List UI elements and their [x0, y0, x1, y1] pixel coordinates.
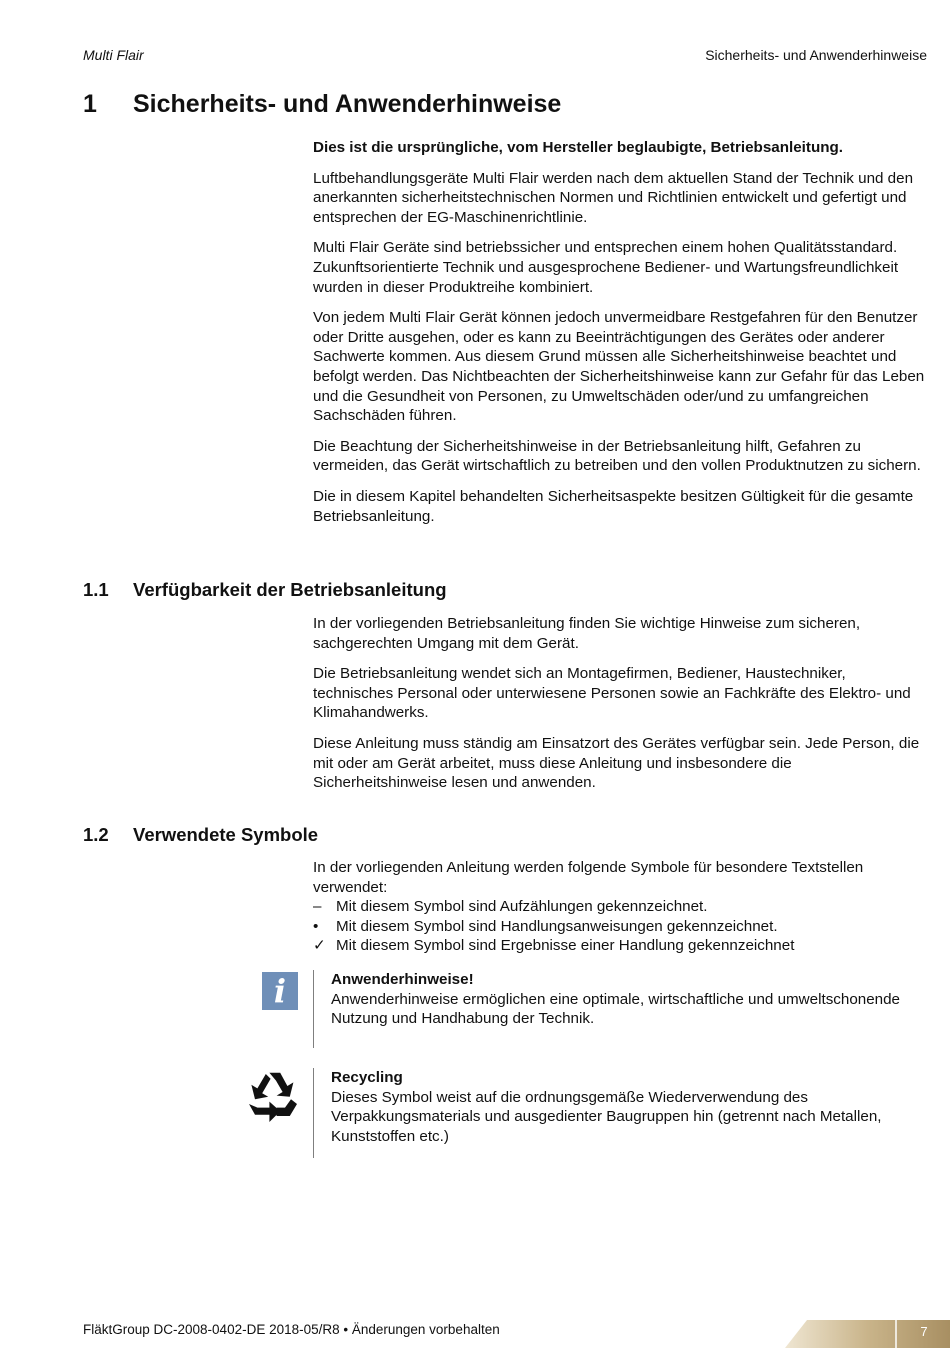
- section-1-1-heading: [83, 579, 447, 601]
- section-number: 1.1: [83, 579, 109, 600]
- list-item: [313, 897, 928, 917]
- paragraph: Die Betriebsanleitung wendet sich an Montagefirmen, Bediener, Haustechniker, technisches Personal oder unterwiesene Personen sowie an Fachkräfte des Elektro- und Klimahandwerks.: [313, 665, 911, 722]
- check-marker: ✓: [313, 937, 326, 955]
- section-1-2-heading: [83, 824, 318, 846]
- note-text: Dieses Symbol weist auf die ordnungsgemäße Wiederverwendung des Verpakkungsmaterials und ausgedienter Baugruppen hin (getrennt nach Metallen, Kunststoffen etc.): [331, 1088, 882, 1145]
- paragraph: In der vorliegenden Betriebsanleitung finden Sie wichtige Hinweise zum sicheren, sachgerechten Umgang mit dem Gerät.: [313, 615, 861, 652]
- section-title: Verfügbarkeit der Betriebsanleitung: [133, 579, 447, 600]
- info-icon: i: [262, 972, 298, 1010]
- note-title: Anwenderhinweise!: [331, 971, 474, 988]
- section-1-heading: [83, 90, 561, 119]
- list-item-text: Mit diesem Symbol sind Ergebnisse einer Handlung gekennzeichnet: [336, 937, 795, 955]
- paragraph: Luftbehandlungsgeräte Multi Flair werden nach dem aktuellen Stand der Technik und den anerkannten sicherheitstechnischen Normen und Richtlinien entwickelt und gefertigt und entsprechen der EG-Maschinenrichtlinie.: [313, 169, 914, 226]
- paragraph: Multi Flair Geräte sind betriebssicher und entsprechen einem hohen Qualitätsstandard. Zukunftsorientierte Technik und ausgesprochene Bediener- und Wartungsfreundlichkeit wurden in dieser Produktreihe kombiniert.: [313, 239, 899, 296]
- footer-text: FläktGroup DC-2008-0402-DE 2018-05/R8 • Änderungen vorbehalten: [83, 1322, 500, 1337]
- list-item-text: Mit diesem Symbol sind Aufzählungen gekennzeichnet.: [336, 898, 708, 916]
- section-number: 1: [83, 90, 97, 118]
- recycling-note: [313, 1068, 941, 1158]
- note-text: Anwenderhinweise ermöglichen eine optimale, wirtschaftliche und umweltschonende Nutzung und Handhabung der Technik.: [331, 990, 901, 1028]
- recycle-icon: [243, 1068, 303, 1128]
- paragraph: Die Beachtung der Sicherheitshinweise in der Betriebsanleitung hilft, Gefahren zu vermeiden, das Gerät wirtschaftlich zu betreiben und den vollen Produktnutzen zu sichern.: [313, 437, 921, 475]
- paragraph: Von jedem Multi Flair Gerät können jedoch unvermeidbare Restgefahren für den Benutzer oder Dritte ausgehen, oder es kann zu Beeinträchtigungen des Gerätes oder anderer Sachwerte kommen. Aus diesem Grund müssen alle Sicherheitshinweise beachtet und befolgt werden. Das Nichtbeachten der Sicherheitshinweise kann zur Gefahr für das Leben und die Gesundheit von Personen, zu Umweltschäden oder/und zu umfangreichen Sachschäden führen.: [313, 309, 925, 425]
- dash-marker: –: [313, 898, 322, 916]
- page-number: 7: [920, 1324, 928, 1339]
- section-1-2-body: [313, 858, 928, 956]
- list-item: [313, 936, 928, 956]
- section-1-1-body: [313, 614, 928, 804]
- section-number: 1.2: [83, 824, 109, 845]
- list-item-text: Mit diesem Symbol sind Handlungsanweisungen gekennzeichnet.: [336, 917, 778, 935]
- symbol-list: [313, 897, 928, 956]
- paragraph: Die in diesem Kapitel behandelten Sicherheitsaspekte besitzen Gültigkeit für die gesamte Betriebsanleitung.: [313, 487, 914, 525]
- header-chapter: Sicherheits- und Anwenderhinweise: [705, 47, 927, 63]
- note-title: Recycling: [331, 1069, 403, 1086]
- list-item: [313, 917, 928, 937]
- paragraph: In der vorliegenden Anleitung werden folgende Symbole für besondere Textstellen verwendet:: [313, 859, 864, 896]
- header-product: Multi Flair: [83, 47, 144, 63]
- section-1-body: [313, 138, 928, 537]
- section-title: Sicherheits- und Anwenderhinweise: [133, 90, 562, 118]
- paragraph: Diese Anleitung muss ständig am Einsatzort des Gerätes verfügbar sein. Jede Person, die mit oder am Gerät arbeitet, muss diese Anleitung und insbesondere die Sicherheitshinweise lesen und anwenden.: [313, 734, 920, 792]
- bullet-marker: •: [313, 917, 319, 935]
- lead-paragraph: Dies ist die ursprüngliche, vom Hersteller beglaubigte, Betriebsanleitung.: [313, 139, 843, 156]
- info-note: [313, 970, 941, 1048]
- section-title: Verwendete Symbole: [133, 824, 319, 845]
